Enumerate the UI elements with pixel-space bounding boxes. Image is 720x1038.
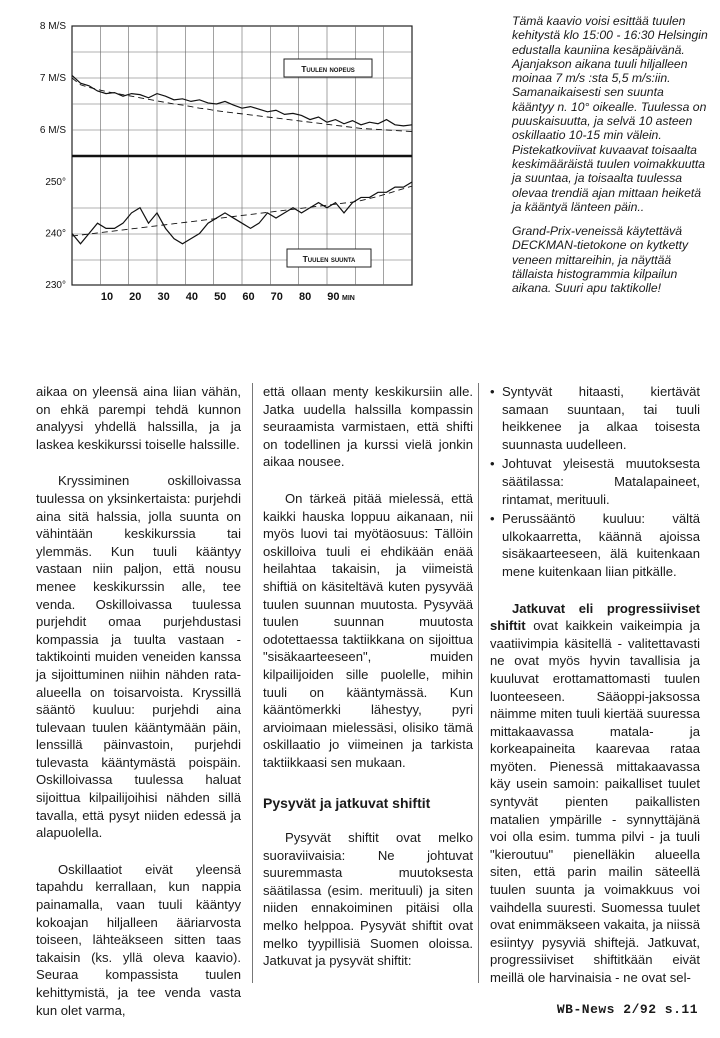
column-divider-2	[478, 383, 479, 983]
y-tick-label: 7 M/S	[39, 73, 66, 84]
bullet-icon: •	[490, 456, 495, 472]
column-divider-1	[252, 383, 253, 983]
x-axis-labels	[101, 291, 355, 303]
y-tick-label: 8 M/S	[39, 21, 66, 32]
paragraph: On tärkeä pitää mielessä, että kaikki hauska loppuu aikanaan, nii myös luovi tai myötäosuus: Tällöin oskilloiva tuuli ei ehdikään enää heilahtaa takaisin, ja viimeistä shiftiä on käsiteltävä kuten pysyvää tuulen suunnan muutosta. Pysyvää tuulen suunnan muutosta odotettaessa taktiikkana on sijoittua "sisäkaarteeseen", muiden kilpailijoiden sille puolelle, mihin tuuli on kääntymässä. Kun kääntömerkki lähestyy, pyri arvioimaan mielessäsi, olisiko tämä oskillaatio jo viimeinen ja tarkista taktiikkaasi sen mukaan.	[263, 490, 473, 770]
paragraph: Kryssiminen oskilloivassa tuulessa on yksinkertaista: purjehdi aina sitä halssia, jolla suunta on vähintään keskikurssia tai ylemmäs. Kun tuuli kääntyy vastaan niin paljon, että nousu menee keskikurssin alle, tee venda. Oskilloivassa tuulessa purjehdit omaa purjehdustasi kompassia ja tuulta vastaan - taktikointi muiden veneiden kanssa ja sijoittuminen niihin nähden rata-alueella on toisarvoista. Kryssillä sääntö kuuluu: purjehdi aina tulevaan tuulen kääntymään päin, lenssillä päinvastoin, purjehdi tulevasta kääntymästä poispäin. Oskilloivassa tuulessa haluat sijoittua kilpailijoihisi nähden sillä tavalla, että pysyt niiden edessä ja alapuolella.	[36, 473, 241, 841]
paragraph: Oskillaatiot eivät yleensä tapahdu kerrallaan, kun nappia painamalla, vaan tuuli kääntyy kokoajan hiljalleen ääriarvosta toiseen, lähteäkseen sitten taas takaisin (ks. yllä oleva kaavio). Seuraa kompassista tuulen kehittymistä, ja tee venda vasta kun olet varma,	[36, 861, 241, 1018]
article-column-3	[490, 383, 700, 1006]
x-tick-label: 70	[270, 291, 283, 303]
x-tick-label: 60	[242, 291, 255, 303]
legend-direction-label: Tuulen suunta	[302, 254, 356, 264]
x-tick-label: 20	[129, 291, 142, 303]
bullet-item: • Perussääntö kuuluu: vältä ulkokaarretta, käännä ajoissa sisäkaarteeseen, älä kuitenkaan mene kuitenkaan liian pitkälle.	[490, 511, 700, 579]
y-tick-label: 230°	[45, 280, 66, 291]
y-tick-label: 240°	[45, 228, 66, 240]
x-tick-label: 80	[298, 291, 312, 303]
y-tick-label: 6 M/S	[39, 125, 66, 136]
article-column-1	[36, 383, 241, 1038]
section-heading: Pysyvät ja jatkuvat shiftit	[263, 795, 431, 812]
x-tick-label: 30	[157, 291, 170, 303]
bullet-list	[490, 383, 700, 581]
x-tick-label: 50	[214, 291, 227, 303]
paragraph: Pysyvät shiftit ovat melko suoraviivaisia: Ne johtuvat suuremmasta muutoksesta säätilassa (esim. merituuli) ja siten niiden ennakoiminen pitäisi olla melko helppoa. Pysyvät shiftit ovat melko tyypillisiä Suomen oloissa. Jatkuvat ja pysyvät shiftit:	[263, 830, 473, 969]
paragraph: Jatkuvat eli progressiiviset shiftit ovat kaikkein vaikeimpia ja vaatiivimpia käsitellä - valitettavasti ne ovat myös hyvin tavallisia ja kuuluvat erottamattomasti tuulen luonteeseen. Sääoppi-jaksossa näimme miten tuuli kiertää suuressa mittakaavassa matala- ja korkeapaineita kaarevaa rataa myöten. Pienessä mittakaavassa käy usein samoin: paikalliset tuulet syntyvät pienten paikallisten matalien ympärille - synnyttäjänä voi olla esim. tumma pilvi - ja tuuli "kieroutuu" pienelläkin alueella siten, että parin mailin säteellä tuulen suunta ja voimakkuus voi vaihdella suuresti. Suomessa tuulet ovat enimmäkseen vakaita, ja niissä esiintyy pysyviä shiftejä. Jatkuvat, progressiiviset shiftitkään eivät meillä ole harvinaisia - ne ovat sel-	[490, 600, 700, 985]
y-axis-labels	[40, 21, 66, 291]
bullet-item: • Syntyvät hitaasti, kiertävät samaan suuntaan, tai tuuli heikkenee ja alkaa toisesta suunnasta uudelleen.	[490, 384, 700, 452]
x-tick-label: 10	[100, 291, 114, 303]
caption-paragraph-2: Grand-Prix-veneissä käytettävä DECKMAN-tietokone on kytketty veneen mittareihin, ja näyttää tällaista histogrammia kilpailun aikana. Suuri apu taktikolle!	[512, 224, 689, 296]
x-tick-label: 90	[327, 291, 340, 303]
wind-chart	[0, 0, 500, 310]
article-column-2	[263, 383, 473, 989]
chart-caption	[512, 14, 708, 306]
bullet-item: • Johtuvat yleisestä muutoksesta säätilassa: Matalapaineet, rintamat, merituuli.	[490, 456, 700, 507]
legend-speed-label: Tuulen nopeus	[301, 64, 355, 74]
page-footer: WB-News 2/92 s.11	[556, 1002, 698, 1017]
bold-lead-text: Jatkuvat eli progressiiviset shiftit	[490, 600, 700, 634]
bullet-icon: •	[490, 384, 495, 399]
paragraph: aikaa on yleensä aina liian vähän, on ehkä parempi tehdä kunnon analyysi yhdellä halssilla, ja ja laskea keskikurssi toiselle halssille.	[36, 384, 241, 452]
paragraph: että ollaan menty keskikursiin alle. Jatka uudella halssilla kompassin seuraamista varmistaen, että shifti on todellinen ja kurssi vielä jonkin aikaa nousee.	[263, 384, 473, 470]
legend-direction	[287, 249, 371, 267]
legend-speed	[284, 59, 372, 77]
bullet-icon: •	[490, 511, 495, 527]
x-unit-label: MIN	[342, 295, 355, 302]
caption-paragraph-1: Tämä kaavio voisi esittää tuulen kehitystä klo 15:00 - 16:30 Helsingin edustalla kauniina kesäpäivänä. Ajanjakson aikana tuuli hiljalleen moinaa 7 m/s :sta 5,5 m/s:iin. Samanaikaisesti sen suunta kääntyy n. 10° oikealle. Tuulessa on puuskaisuutta, ja selvä 10 asteen oskillaatio 10-15 min välein. Pistekatkoviivat kuvaavat toisaalta keskimääräistä tuulen voimakkuutta ja suuntaa, ja toisaalta tuulessa olevaa trendiä ajan mittaan heiketä ja kääntyä länteen päin..	[512, 14, 708, 214]
y-tick-label: 250°	[45, 177, 66, 188]
x-tick-label: 40	[185, 291, 199, 303]
